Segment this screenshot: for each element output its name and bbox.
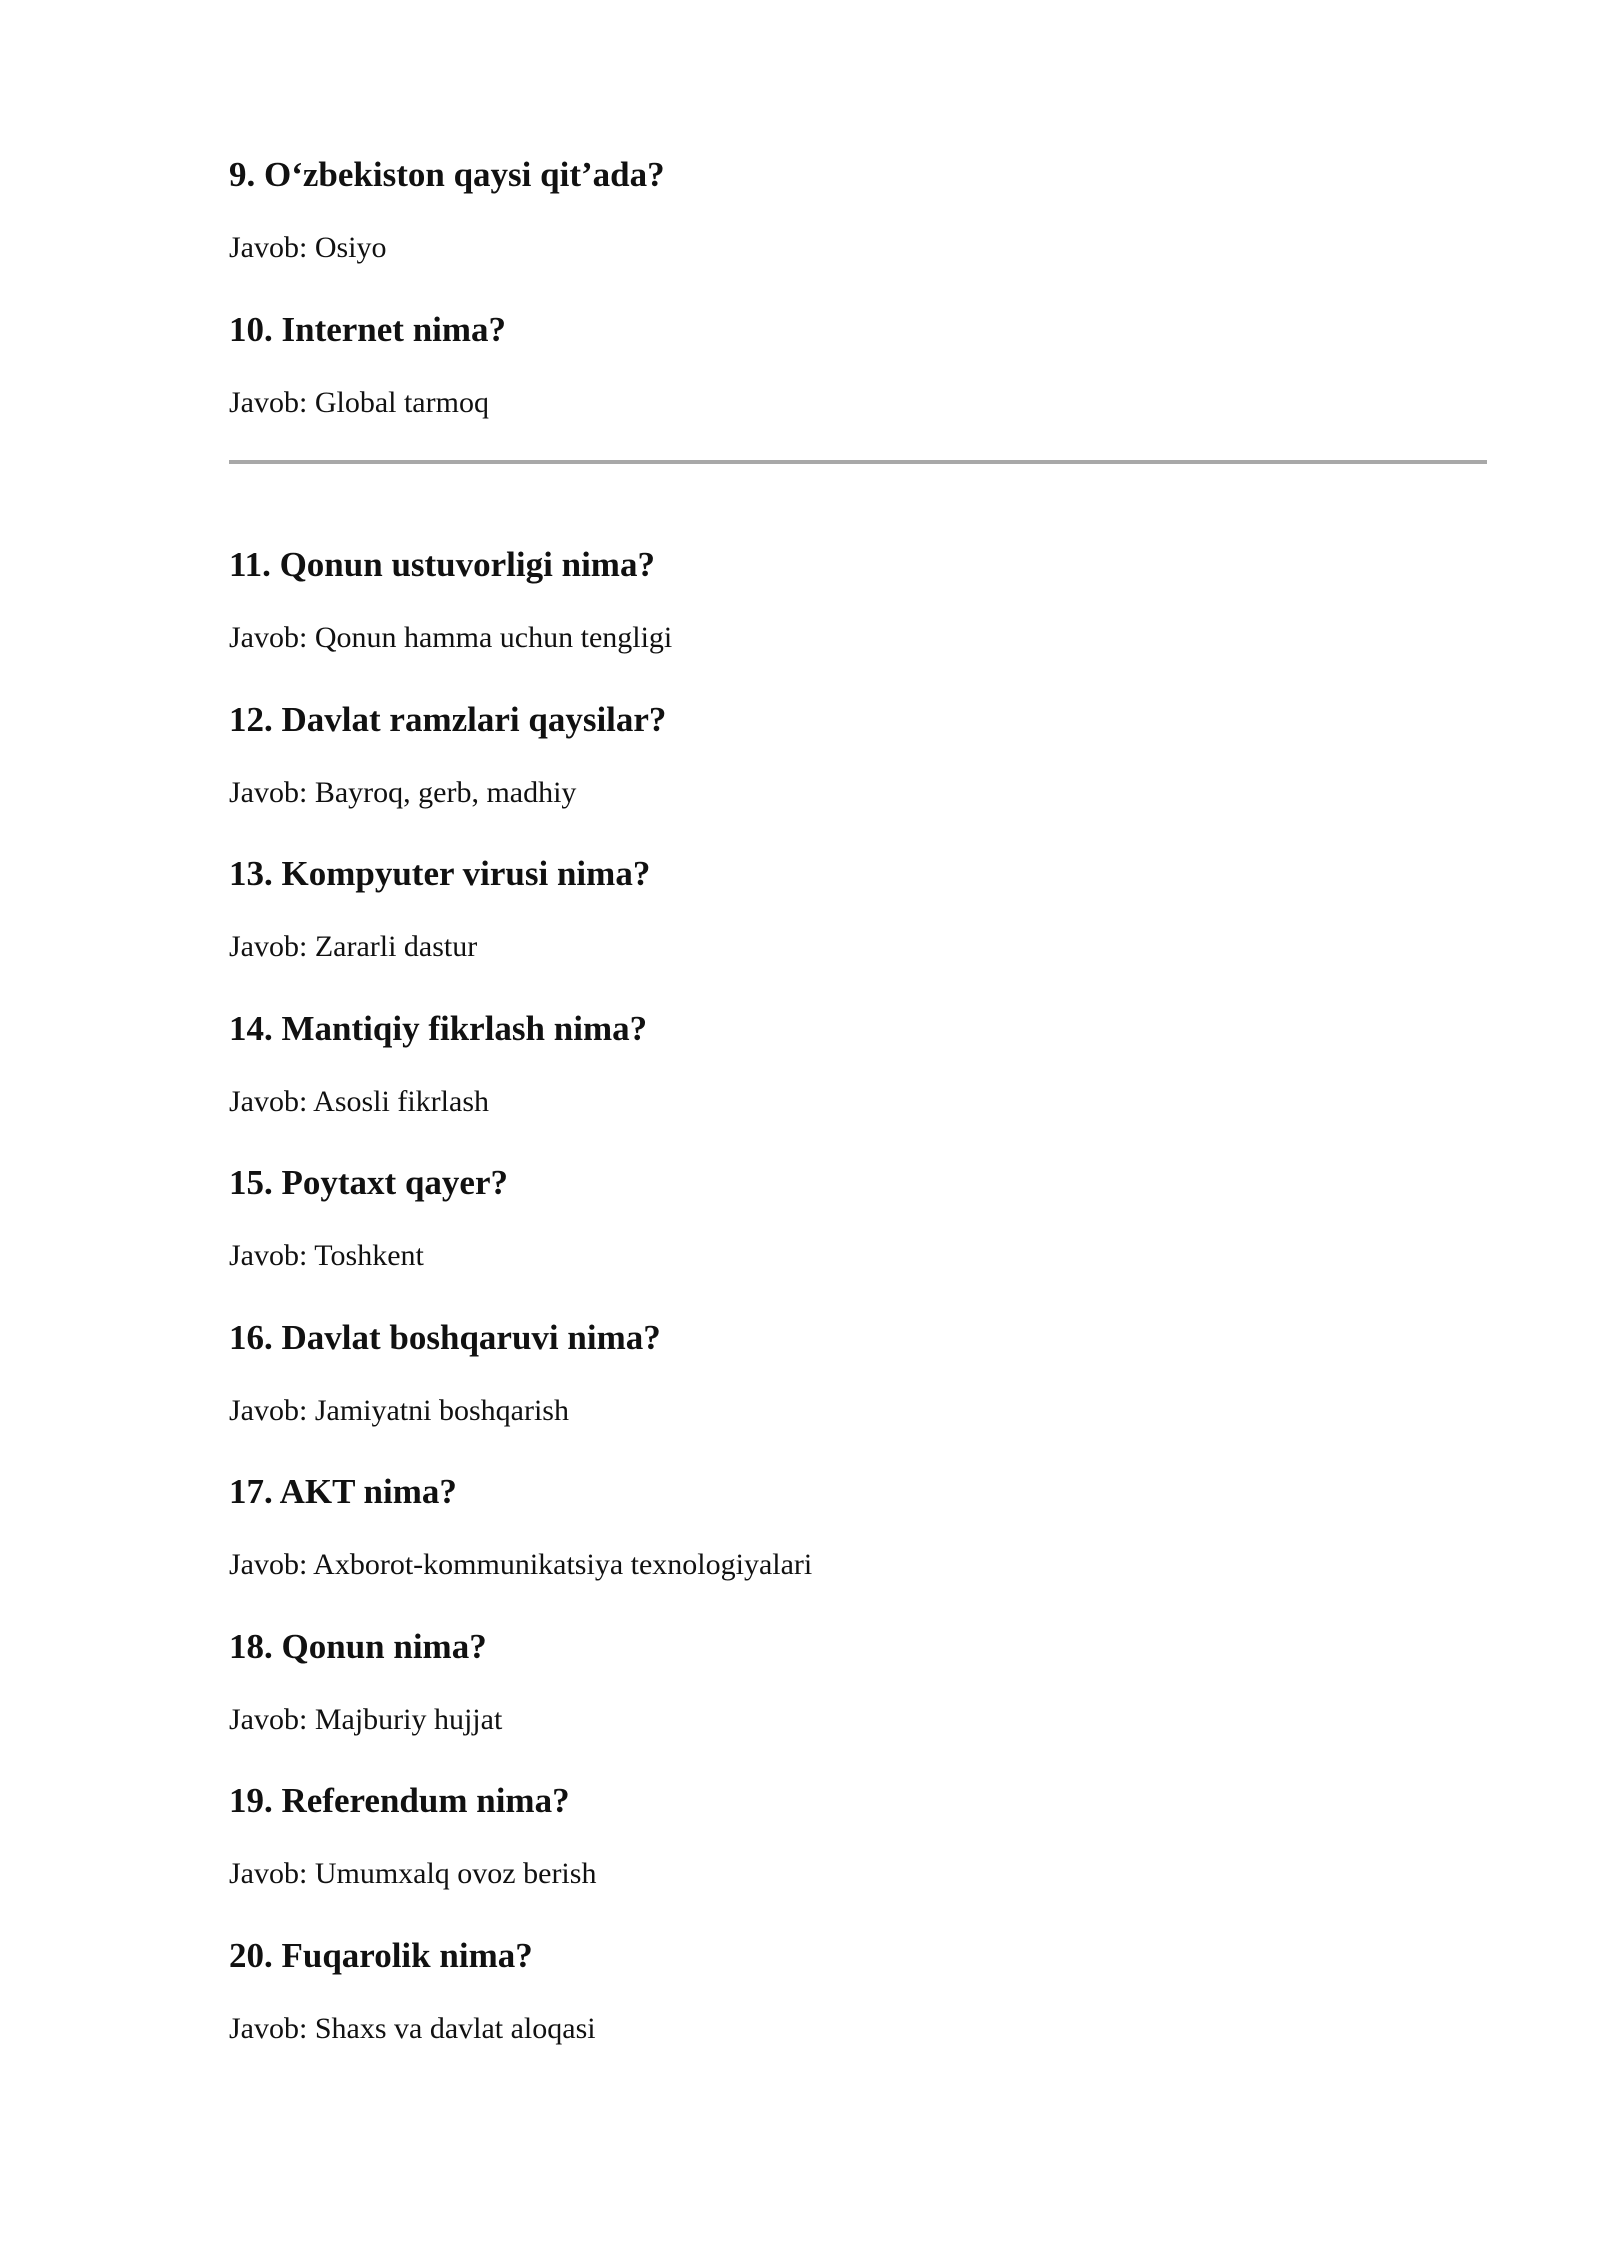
- question-14: 14. Mantiqiy fikrlash nima?: [229, 1008, 648, 1048]
- question-16: 16. Davlat boshqaruvi nima?: [229, 1317, 661, 1357]
- answer-20: Javob: Shaxs va davlat aloqasi: [229, 2011, 596, 2045]
- question-19: 19. Referendum nima?: [229, 1781, 570, 1820]
- question-18: 18. Qonun nima?: [229, 1626, 487, 1666]
- answer-15: Javob: Toshkent: [229, 1239, 424, 1272]
- answer-18: Javob: Majburiy hujjat: [229, 1702, 503, 1736]
- qa-item-11: [229, 535, 1487, 690]
- answer-13: Javob: Zararli dastur: [229, 930, 478, 963]
- qa-item-19: [229, 1771, 1487, 1926]
- qa-item-13: [229, 844, 1487, 999]
- answer-16: Javob: Jamiyatni boshqarish: [229, 1393, 569, 1427]
- horizontal-divider: [229, 460, 1487, 464]
- qa-item-12: [229, 690, 1487, 845]
- qa-item-9: [229, 145, 1487, 300]
- answer-17: Javob: Axborot-kommunikatsiya texnologiyalari: [229, 1548, 813, 1581]
- question-10: 10. Internet nima?: [229, 309, 507, 349]
- answer-19: Javob: Umumxalq ovoz berish: [229, 1857, 597, 1890]
- qa-item-14: [229, 999, 1487, 1154]
- qa-item-10: [229, 300, 1487, 455]
- document-page: [229, 0, 1487, 2262]
- question-20: 20. Fuqarolik nima?: [229, 1935, 533, 1975]
- qa-item-15: [229, 1153, 1487, 1308]
- answer-12: Javob: Bayroq, gerb, madhiy: [229, 775, 577, 809]
- qa-item-17: [229, 1462, 1487, 1617]
- question-11: 11. Qonun ustuvorligi nima?: [229, 545, 655, 584]
- answer-14: Javob: Asosli fikrlash: [229, 1084, 489, 1118]
- question-13: 13. Kompyuter virusi nima?: [229, 854, 651, 893]
- answer-11: Javob: Qonun hamma uchun tengligi: [229, 621, 673, 654]
- answer-10: Javob: Global tarmoq: [229, 385, 489, 419]
- question-9: 9. O‘zbekiston qaysi qit’ada?: [229, 155, 665, 194]
- qa-item-16: [229, 1308, 1487, 1463]
- qa-item-18: [229, 1617, 1487, 1772]
- question-12: 12. Davlat ramzlari qaysilar?: [229, 699, 667, 739]
- qa-section-1: [229, 145, 1487, 454]
- question-17: 17. AKT nima?: [229, 1472, 457, 1511]
- qa-item-20: [229, 1926, 1487, 2081]
- question-15: 15. Poytaxt qayer?: [229, 1163, 508, 1202]
- answer-9: Javob: Osiyo: [229, 231, 387, 264]
- qa-section-2: [229, 535, 1487, 2080]
